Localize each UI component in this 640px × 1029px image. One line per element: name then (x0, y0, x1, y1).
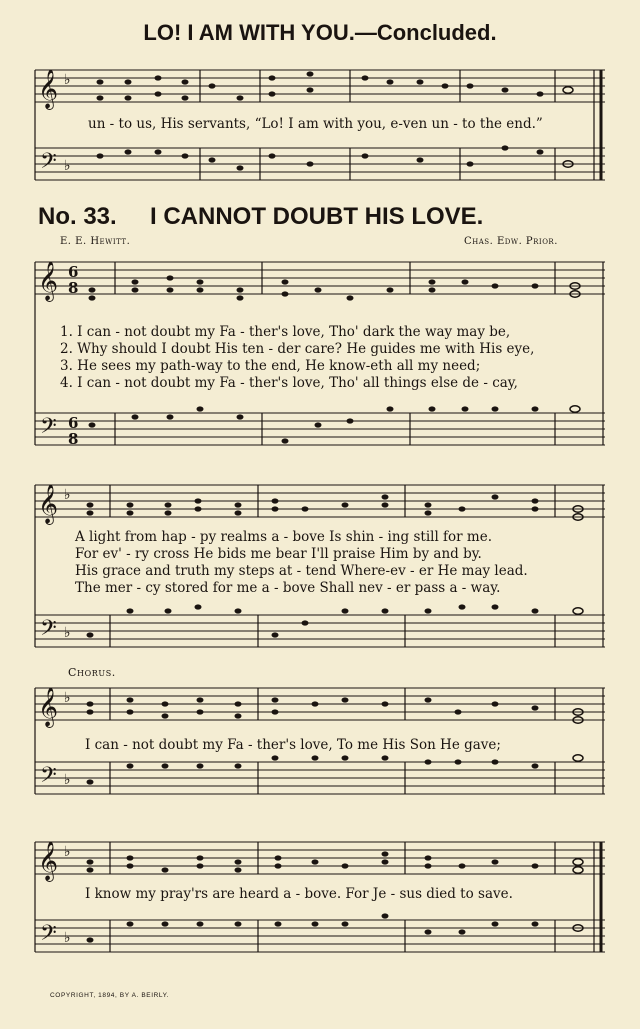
flat-sign-icon: ♭ (64, 772, 71, 788)
verse-line: For ev' - ry cross He bids me bear I'll praise Him by and by. (75, 546, 482, 562)
treble-clef-icon: 𝄞 (38, 261, 59, 301)
flat-sign-icon: ♭ (64, 844, 71, 860)
flat-sign-icon: ♭ (64, 158, 71, 174)
verse-block-2 (75, 529, 528, 597)
bass-clef-icon: 𝄢 (40, 763, 57, 793)
chorus-label-text: Chorus. (68, 666, 116, 679)
page-title (0, 20, 640, 46)
treble-clef-icon: 𝄞 (38, 841, 59, 881)
time-signature-top: 6 (68, 414, 79, 432)
hymn-author (60, 236, 130, 247)
flat-sign-icon: ♭ (64, 930, 71, 946)
bass-clef-icon: 𝄢 (40, 616, 57, 646)
bass-clef-icon: 𝄢 (40, 921, 57, 951)
concluded-lyric-text: un - to us, His servants, “Lo! I am with you, e-ven un - to the end.” (88, 116, 543, 132)
treble-clef-icon: 𝄞 (38, 484, 59, 524)
flat-sign-icon: ♭ (64, 625, 71, 641)
bass-staff (35, 615, 605, 647)
hymn-number (38, 203, 117, 231)
hymn-title-text: I CANNOT DOUBT HIS LOVE. (150, 203, 484, 230)
bass-clef-icon: 𝄢 (40, 414, 57, 444)
flat-sign-icon: ♭ (64, 690, 71, 706)
treble-clef-icon: 𝄞 (38, 69, 59, 109)
verse-line: 3. He sees my path-way to the end, He know-eth all my need; (60, 358, 481, 374)
bass-staff (35, 413, 605, 445)
music-system-chorus-2 (0, 830, 640, 990)
verse-line: His grace and truth my steps at - tend Where-ev - er He may lead. (75, 563, 528, 579)
verse-line: 4. I can - not doubt my Fa - ther's love, Tho' all things else de - cay, (60, 375, 518, 391)
flat-sign-icon: ♭ (64, 72, 71, 88)
copyright-notice (50, 992, 169, 999)
hymn-number-text: No. 33. (38, 203, 117, 230)
hymn-author-text: E. E. Hewitt. (60, 236, 131, 247)
copyright-text: COPYRIGHT, 1894, BY A. BEIRLY. (50, 992, 170, 999)
time-signature-bottom: 8 (68, 430, 79, 448)
chorus-lyric-2-text: I know my pray'rs are heard a - bove. For Je - sus died to save. (85, 886, 513, 902)
treble-staff (35, 485, 605, 517)
bass-staff (35, 920, 605, 952)
verse-line: A light from hap - py realms a - bove Is shin - ing still for me. (75, 529, 493, 545)
verse-block-1 (60, 324, 534, 392)
chorus-lyric-2 (85, 886, 513, 903)
time-signature-bottom: 8 (68, 279, 79, 297)
concluded-lyric (88, 116, 543, 133)
bass-staff (35, 762, 605, 794)
hymn-composer-text: Chas. Edw. Prior. (464, 236, 558, 247)
page-title-text: LO! I AM WITH YOU.—Concluded. (143, 20, 497, 45)
hymn-title (150, 203, 483, 231)
flat-sign-icon: ♭ (64, 487, 71, 503)
bass-clef-icon: 𝄢 (40, 149, 57, 179)
bass-staff (35, 148, 605, 180)
chorus-lyric-1 (85, 737, 501, 754)
verse-line: 1. I can - not doubt my Fa - ther's love, Tho' dark the way may be, (60, 324, 511, 340)
treble-staff (35, 688, 605, 720)
time-signature-top: 6 (68, 263, 79, 281)
chorus-label (68, 666, 116, 679)
treble-clef-icon: 𝄞 (38, 687, 59, 727)
chorus-lyric-1-text: I can - not doubt my Fa - ther's love, To me His Son He gave; (85, 737, 501, 753)
verse-line: 2. Why should I doubt His ten - der care? He guides me with His eye, (60, 341, 535, 357)
hymn-composer (464, 236, 558, 247)
treble-staff (35, 70, 605, 102)
treble-staff (35, 842, 605, 874)
verse-line: The mer - cy stored for me a - bove Shall nev - er pass a - way. (75, 580, 501, 596)
